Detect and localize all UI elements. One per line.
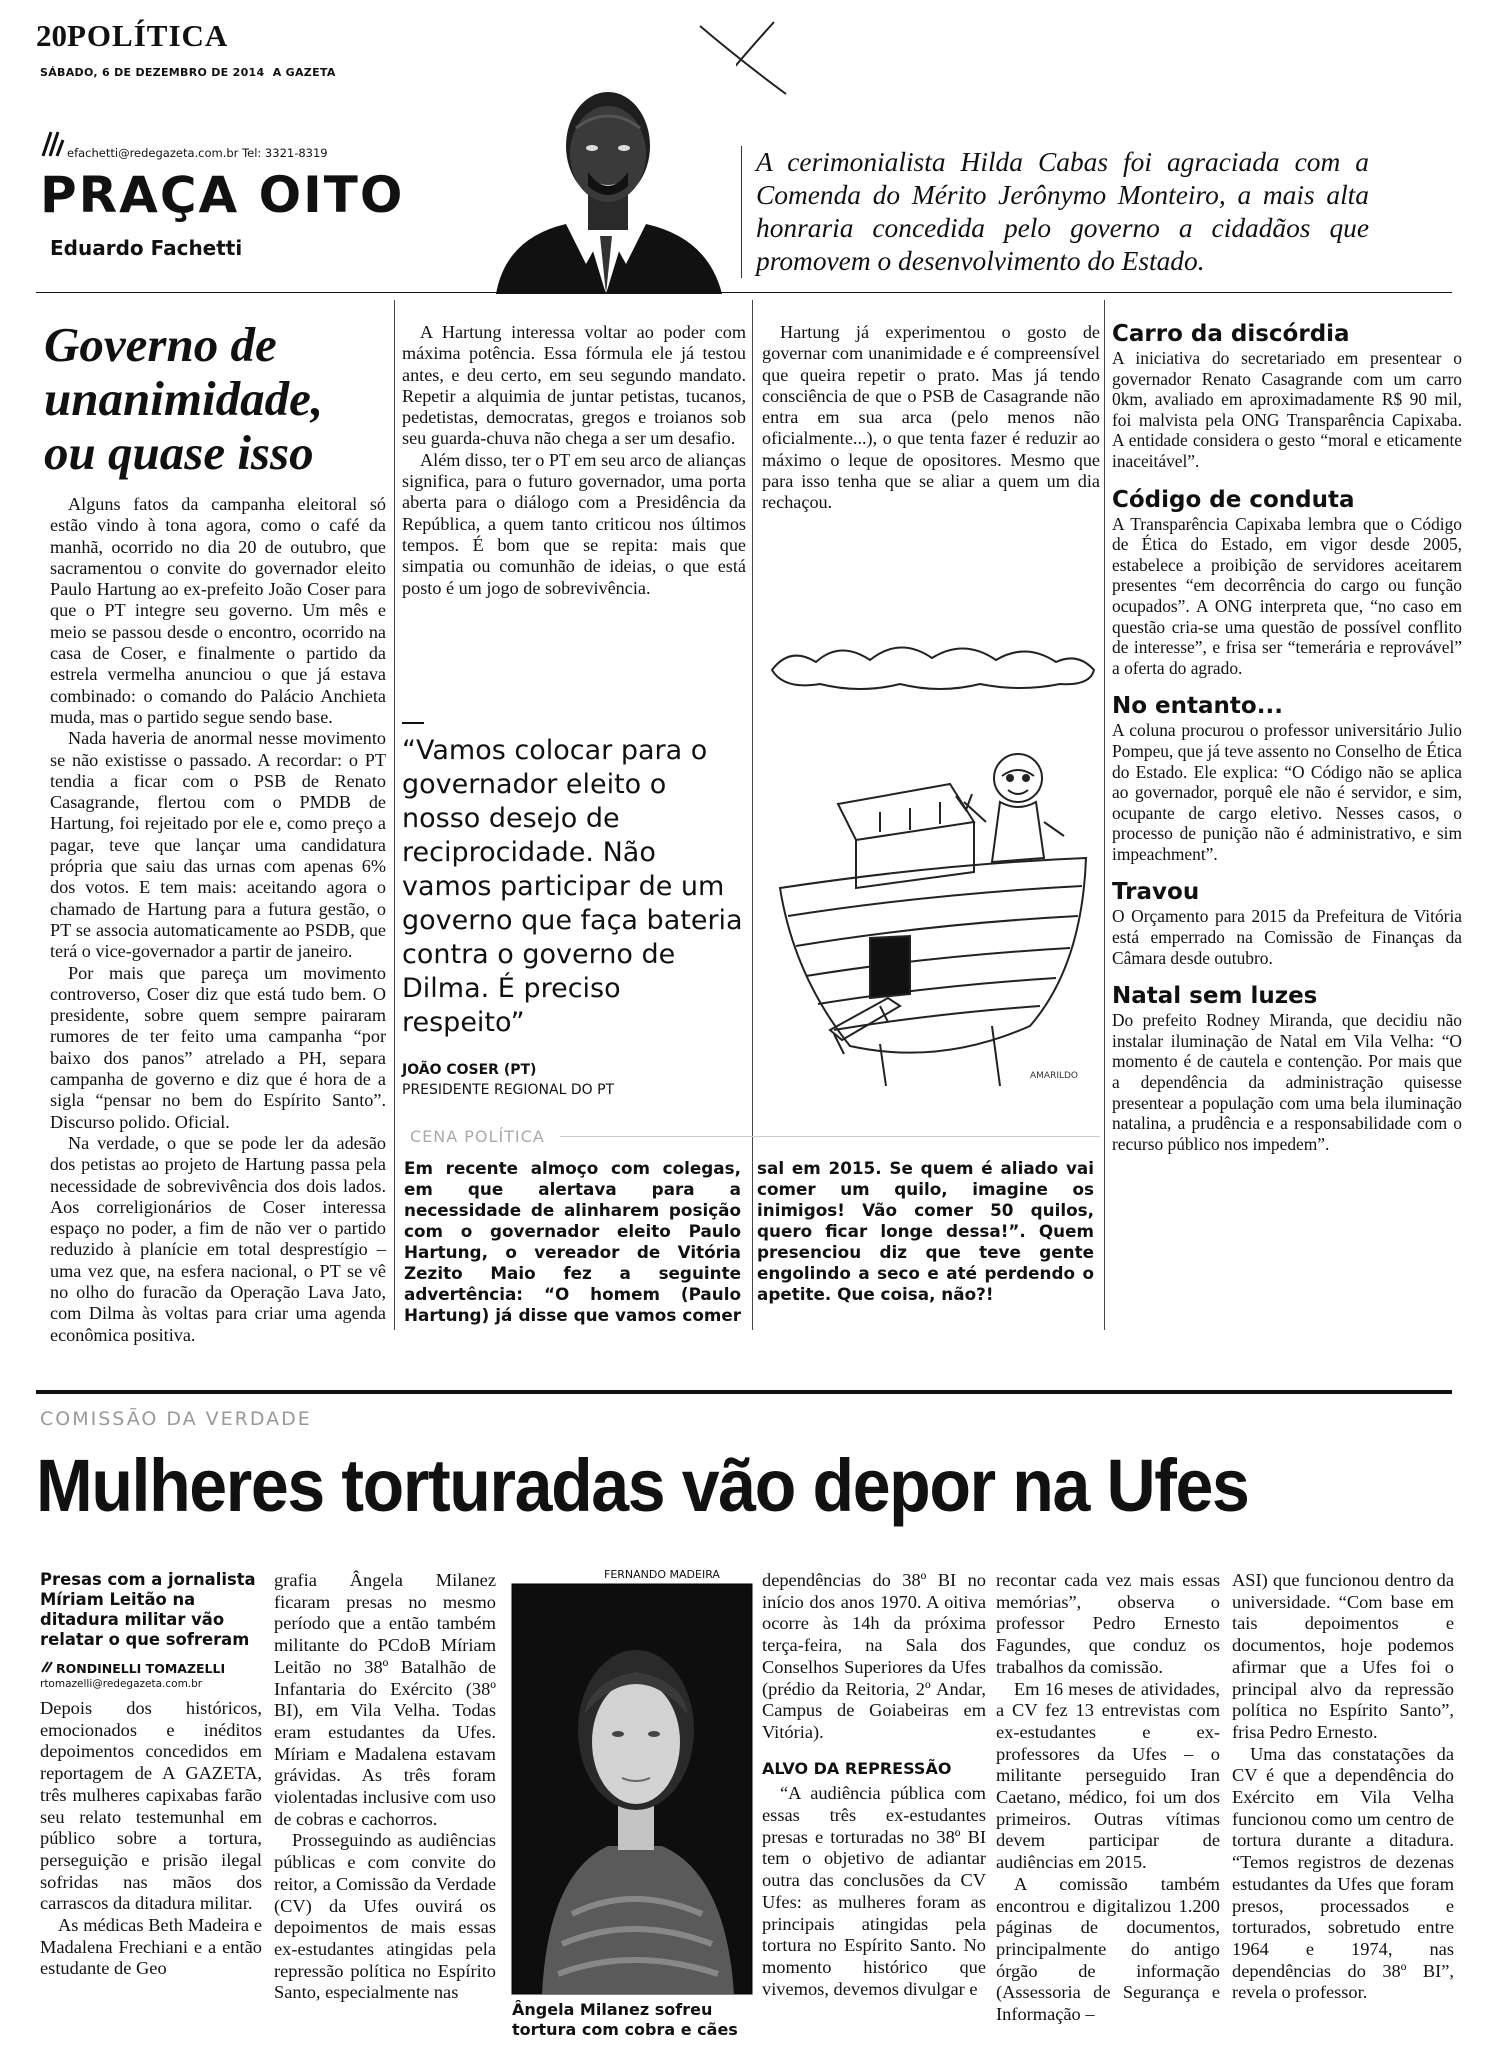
main-col-1 [50,494,386,1345]
section-name: POLÍTICA [67,18,229,53]
second-col-4 [996,1570,1220,2050]
note-block [1112,692,1462,864]
column-author: Eduardo Fachetti [50,236,243,260]
article-paragraph: “A audiência pública com essas três ex-estudantes presas e torturadas no 38º BI tem o objetivo de adiantar outra das conclusões da CV Ufes: as mulheres foram as principais atingidas pela tortura no Espírito Santo. No momento histórico que vivemos, devemos divulgar e [762,1783,986,1999]
main-paragraph: A Hartung interessa voltar ao poder com máxima potência. Essa fórmula ele já testou antes, e deu certo, em seu segundo mandato. Repetir a alquimia de juntar petistas, tucanos, pedetistas, democratas, gregos e troianos sob seu guarda-chuva não chega a ser um desafio. [402,322,746,449]
note-text: A Transparência Capixaba lembra que o Código de Ética do Estado, em vigor desde 2005, estabelece a proibição de servidores aceitarem presentes “em decorrência do cargo ou função ocupados”. A ONG interpreta que, “no caso em questão cria-se uma questão de possível conflito de interesse”, e frisa ser “temerária e reprovável” a oferta do agrado. [1112,513,1462,678]
byline-mark-icon [40,1660,54,1674]
highlight-note [741,146,1369,278]
publication-name: A GAZETA [272,66,336,79]
page-number: 20 [36,18,67,53]
second-col-3 [762,1570,986,2050]
column-divider [394,300,395,1330]
column-title: PRAÇA OITO [40,166,405,224]
note-block [1112,982,1462,1154]
note-text: O Orçamento para 2015 da Prefeitura de Vitória está emperrado na Comissão de Finanças da Câmara desde outubro. [1112,906,1462,968]
column-divider [1104,300,1105,1330]
date-line [40,66,336,79]
byline: RONDINELLI TOMAZELLI [56,1661,226,1676]
article-paragraph: As médicas Beth Madeira e Madalena Frechiani e a então estudante de Geo [40,1915,262,1979]
main-paragraph: Alguns fatos da campanha eleitoral só estão vindo à tona agora, como o café da manhã, ocorrido no dia 20 de outubro, que sacramentou o convite do governador eleito Paulo Hartung ao ex-prefeito João Coser para que o PT integre seu governo. Um mês e meio se passou desde o encontro, ocorrido na casa de Coser, e finalmente o partido da estrela vermelha anunciou o que já estava combinado: o comando do Palácio Anchieta muda, mas o partido segue sendo base. [50,494,386,727]
quote-name: JOÃO COSER (PT) [402,1062,537,1078]
quote-rule [402,722,424,724]
main-col-2 [402,322,746,696]
second-headline: Mulheres torturadas vão depor na Ufes [36,1444,1249,1527]
subhead: ALVO DA REPRESSÃO [762,1758,952,1778]
notes-column [1112,320,1462,1154]
photo-caption: Ângela Milanez sofreu tortura com cobra e cães [512,2000,738,2039]
article-paragraph: Prosseguindo as audiências públicas e com convite do reitor, a Comissão da Verdade (CV) da Ufes ouvirá os depoimentos de mais essas ex-estudantes atingidas pela repressão política no Espírito Santo, especialmente nas [274,1830,496,2003]
note-text: A coluna procurou o professor universitário Julio Pompeu, que já teve assento no Conselho de Ética do Estado. Ele explica: “O Código não se aplica ao governador, porquê ele não é servidor, e sim, ocupante de cargo eletivo. Nesses casos, o processo de punição não é administrativo, e sim impeachment”. [1112,720,1462,864]
main-paragraph: Hartung já experimentou o gosto de governar com unanimidade e é compreensível que queira repetir o prato. Mas já tendo consciência de que o PSB de Casagrande não entra em sua arca (pelo menos não oficialmente...), o que tenta fazer é reduzir ao máximo o leque de opositores. Mesmo que para isso tenha que se aliar a quem um dia rechaçou. [762,322,1100,513]
section-divider [36,1390,1452,1394]
cena-politica-text: Em recente almoço com colegas, em que alertava para a necessidade de alinharem posição com o governador eleito Paulo Hartung, o vereador de Vitória Zezito Maio fez a seguinte advertência: “O homem (Paulo Hartung) já disse que vamos comer sal em 2015. Se quem é aliado vai comer um quilo, imagine os inimigos! Vão comer 50 quilos, quero ficar longe dessa!”. Quem presenciou diz que teve gente engolindo a seco e até perdendo o apetite. Que coisa, não?! [404,1158,1094,1325]
photo-credit: FERNANDO MADEIRA [604,1568,720,1581]
article-paragraph: Depois dos históricos, emocionados e inéditos depoimentos concedidos em reportagem de A GAZETA, três mulheres capixabas farão seu relato testemunhal em público sobre a tortura, perseguição e prisão ilegal sofridas nas mãos dos carrascos da ditadura militar. [40,1698,262,1914]
second-col-5 [1232,1570,1454,2050]
columnist-portrait [476,58,736,294]
quote-role: PRESIDENTE REGIONAL DO PT [402,1082,615,1098]
note-title: Carro da discórdia [1112,321,1350,347]
date-text: SÁBADO, 6 DE DEZEMBRO DE 2014 [40,66,265,79]
cena-politica-label: CENA POLÍTICA [410,1127,545,1146]
note-title: Natal sem luzes [1112,983,1318,1010]
note-title: Código de conduta [1112,486,1355,513]
main-paragraph: Nada haveria de anormal nesse movimento se não existisse o passado. A recordar: o PT tendia a ficar com o PSB de Renato Casagrande, flertou com o PMDB de Hartung, foi rejeitado por ele e, como preço a pagar, teve que lançar uma candidatura própria que saiu das urnas com apenas 6% dos votos. E tem mais: aceitando agora o chamado de Hartung para a futura gestão, o PT se associa automaticamente ao PSDB, que terá o vice-governador a partir de janeiro. [50,728,386,962]
main-col-3 [762,322,1100,612]
article-paragraph: recontar cada vez mais essas memórias”, observa o professor Pedro Ernesto Fagundes, que conduz os trabalhos da comissão. [996,1570,1220,1677]
second-col-1 [40,1698,262,2050]
article-paragraph: dependências do 38º BI no início dos anos 1970. A oitiva ocorre às 14h da próxima terça-feira, na Sala dos Conselhos Superiores da Ufes (prédio da Reitoria, 2º Andar, Campus de Goiabeiras em Vitória). [762,1570,986,1742]
cartoon-signature: AMARILDO [1030,1071,1079,1081]
column-logo-icon [40,126,64,160]
column-contact: efachetti@redegazeta.com.br Tel: 3321-8319 [67,146,328,160]
deck: Presas com a jornalista Míriam Leitão na ditadura militar vão relatar o que sofreram [40,1570,256,1649]
article-paragraph: Em 16 meses de atividades, a CV fez 13 entrevistas com ex-estudantes e ex-professores da Ufes – o militante perseguido Iran Caetano, médico, foi um dos primeiros. Outras vítimas devem participar de audiências em 2015. [996,1678,1220,1873]
note-block [1112,878,1462,968]
main-headline: Governo de unanimidade, ou quase isso [44,317,324,480]
highlight-text: A cerimonialista Hilda Cabas foi agraciada com a Comenda do Mérito Jerônymo Monteiro, a mais alta honraria concedida pelo governo a cidadãos que promovem o desenvolvimento do Estado. [756,147,1369,276]
main-paragraph: Por mais que pareça um movimento controverso, Coser diz que está tudo bem. O presidente, sobre quem sempre pairaram rumores de ter feito uma campanha “por baixo dos panos” atrelado a PH, separa campanha de governo e diz que é hora de a sigla “pensar no bem do Espírito Santo”. Discurso polido. Oficial. [50,962,386,1132]
pull-quote: “Vamos colocar para o governador eleito o nosso desejo de reciprocidade. Não vamos participar de um governo que faça bateria contra o governo de Dilma. É preciso respeito” [402,735,743,1038]
note-text: Do prefeito Rodney Miranda, que decidiu não instalar iluminação de Natal em Vila Velha: “O momento é de cautela e contenção. Por mais que a dependência da administração quisesse presentear a população com uma bela iluminação natalina, a prudência e a responsabilidade com o recurso público nos impedem”. [1112,1010,1462,1154]
second-col-2 [274,1570,496,2050]
kicker: COMISSÃO DA VERDADE [40,1408,312,1430]
note-title: Travou [1112,879,1200,906]
main-paragraph: Na verdade, o que se pode ler da adesão dos petistas ao projeto de Hartung passa pela necessidade de sobrevivência dos dois lados. Aos correligionários de Coser interessa espaço no poder, a fim de não ver o partido reduzido à planície em total desprestígio – uma vez que, na esfera nacional, o PT se vê no olho do furacão da Operação Lava Jato, com Dilma às voltas para criar uma agenda econômica positiva. [50,1132,386,1345]
page-header [36,18,228,54]
article-paragraph: ASI) que funcionou dentro da universidade. “Com base em tais depoimentos e documentos, hoje podemos afirmar que a Ufes foi o principal alvo da repressão política no Espírito Santo”, frisa Pedro Ernesto. [1232,1570,1454,1742]
note-block [1112,486,1462,679]
ark-cartoon [760,626,1100,1100]
cena-rule [560,1136,1100,1137]
main-paragraph: Além disso, ter o PT em seu arco de alianças significa, para o futuro governador, uma porta aberta para o diálogo com a Presidência da República, a quem tanto criticou nos últimos tempos. É bom que se repita: mais que simpatia ou comunhão de ideias, o que está posto é um jogo de sobrevivência. [402,449,746,598]
note-text: A iniciativa do secretariado em presentear o governador Renato Casagrande com um carro 0km, avaliado em aproximadamente R$ 90 mil, foi malvista pela ONG Transparência Capixaba. A entidade considera o gesto “moral e eticamente inaceitável”. [1112,348,1462,471]
article-paragraph: grafia Ângela Milanez ficaram presas no mesmo período que a então também militante do PCdoB Míriam Leitão no 38º Batalhão de Infantaria do Exército (38º BI), em Vila Velha. Todas eram estudantes da Ufes. Míriam e Madalena estavam grávidas. As três foram violentadas inclusive com uso de cobras e cachorros. [274,1570,496,1829]
note-block [1112,320,1462,472]
article-paragraph: Uma das constatações da CV é que a dependência do Exército em Vila Velha funcionou como um centro de tortura durante a ditadura. “Temos registros de dezenas estudantes da Ufes que foram presos, processados e torturados, sobretudo entre 1964 e 1974, nas dependências do 38º BI”, revela o professor. [1232,1743,1454,2003]
note-title: No entanto... [1112,693,1283,720]
byline-email: rtomazelli@redegazeta.com.br [40,1678,203,1690]
article-paragraph: A comissão também encontrou e digitalizou 1.200 páginas de documentos, principalmente do antigo órgão de informação (Assessoria de Segurança e Informação – [996,1873,1220,2025]
header-rule [36,292,1452,293]
news-photo [512,1584,752,1994]
